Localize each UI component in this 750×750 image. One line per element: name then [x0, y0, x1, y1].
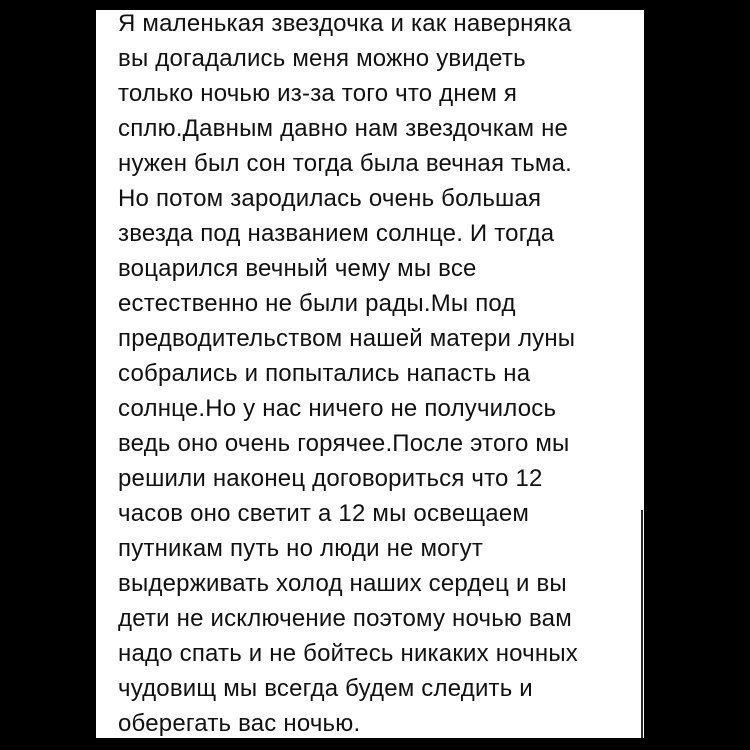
text-document	[96, 10, 644, 738]
text-line: ведь оно очень горячее.После этого мы	[118, 430, 570, 457]
text-line: дети не исключение поэтому ночью вам	[118, 605, 572, 632]
text-line: путникам путь но люди не могут	[118, 535, 484, 562]
text-line: собрались и попытались напасть на	[118, 360, 531, 387]
text-line: оберегать вас ночью.	[118, 710, 361, 737]
text-line: звезда под названием солнце. И тогда	[118, 220, 555, 247]
text-line: выдерживать холод наших сердец и вы	[118, 570, 567, 597]
text-line: решили наконец договориться что 12	[118, 465, 543, 492]
text-line: солнце.Но у нас ничего не получилось	[118, 395, 557, 422]
text-line: сплю.Давным давно нам звездочкам не	[118, 115, 569, 142]
text-line: воцарился вечный чему мы все	[118, 255, 477, 282]
paper-edge-shadow	[641, 510, 643, 738]
text-line: часов оно светит а 12 мы освещаем	[118, 500, 530, 527]
text-line: Я маленькая звездочка и как наверняка	[118, 10, 572, 37]
text-line: надо спать и не бойтесь никаких ночных	[118, 640, 578, 667]
text-line: чудовищ мы всегда будем следить и	[118, 675, 533, 702]
text-line: нужен был сон тогда была вечная тьма.	[118, 150, 573, 177]
text-line: только ночью из-за того что днем я	[118, 80, 518, 107]
text-line: Но потом зародилась очень большая	[118, 185, 542, 212]
text-line: вы догадались меня можно увидеть	[118, 45, 526, 72]
text-line: естественно не были рады.Мы под	[118, 290, 516, 317]
text-line: предводительством нашей матери луны	[118, 325, 576, 352]
